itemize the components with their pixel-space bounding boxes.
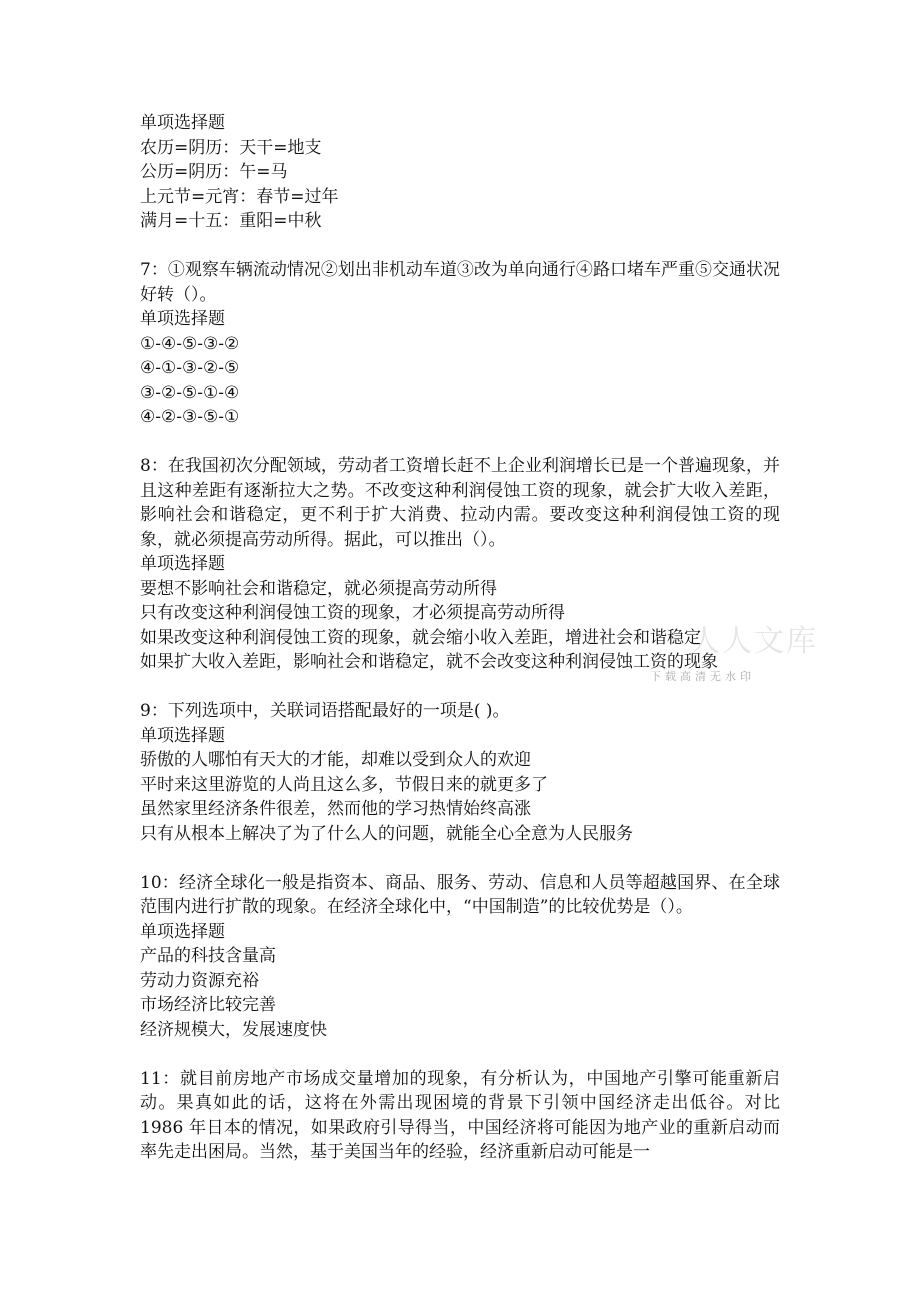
question-type: 单项选择题 <box>140 921 225 942</box>
option: 产品的科技含量高 <box>140 946 276 966</box>
option: 要想不影响社会和谐稳定，就必须提高劳动所得 <box>140 578 497 599</box>
option: 平时来这里游览的人尚且这么多，节假日来的就更多了 <box>140 774 548 795</box>
question-stem: 10：经济全球化一般是指资本、商品、服务、劳动、信息和人员等超越国界、在全球范围内进行扩散的现象。在经济全球化中，“中国制造”的比较优势是（）。 <box>140 872 780 917</box>
question-stem: 9：下列选项中，关联词语搭配最好的一项是( )。 <box>140 701 510 721</box>
option: 满月=十五：重阳=中秋 <box>140 211 322 231</box>
option: 只有从根本上解决了为了什么人的问题，就能全心全意为人民服务 <box>140 823 633 844</box>
question-9 <box>140 699 780 846</box>
watermark-tagline: 下载高清无水印 <box>650 670 755 683</box>
option: 公历=阴历：午=马 <box>140 162 288 182</box>
option: 上元节=元宵：春节=过年 <box>140 186 339 207</box>
document-page <box>140 111 780 1165</box>
option: ④-①-③-②-⑤ <box>140 358 240 378</box>
option: 农历=阴历：天干=地支 <box>140 137 322 158</box>
option: 虽然家里经济条件很差，然而他的学习热情始终高涨 <box>140 799 531 819</box>
question-type: 单项选择题 <box>140 554 225 574</box>
watermark-logo: 人人文库 <box>690 624 818 659</box>
question-stem: 11：就目前房地产市场成交量增加的现象，有分析认为，中国地产引擎可能重新启动。果真如此的话，这将在外需出现困境的背景下引领中国经济走出低谷。对比 1986 年日本的情况，如果政府引导得当，中国经济将可能因为地产业的重新启动而率先走出困局。当然，基于美国当年的经验，经济重新启动可能是一 <box>140 1068 780 1162</box>
option: 劳动力资源充裕 <box>140 970 259 991</box>
question-8 <box>140 454 780 675</box>
question-type: 单项选择题 <box>140 725 225 746</box>
option: 市场经济比较完善 <box>140 995 276 1015</box>
option: 只有改变这种利润侵蚀工资的现象，才必须提高劳动所得 <box>140 603 565 623</box>
option: ④-②-③-⑤-① <box>140 407 240 427</box>
option: 如果扩大收入差距，影响社会和谐稳定，就不会改变这种利润侵蚀工资的现象 <box>140 652 718 672</box>
question-11 <box>140 1067 780 1165</box>
question-7 <box>140 258 780 430</box>
question-type: 单项选择题 <box>140 309 225 329</box>
question-stem: 8：在我国初次分配领域，劳动者工资增长赶不上企业利润增长已是一个普遍现象，并且这种差距有逐渐拉大之势。不改变这种利润侵蚀工资的现象，就会扩大收入差距，影响社会和谐稳定，更不利于扩大消费、拉动内需。要改变这种利润侵蚀工资的现象，就必须提高劳动所得。据此，可以推出（）。 <box>140 456 780 550</box>
option: ①-④-⑤-③-② <box>140 333 240 354</box>
question-type: 单项选择题 <box>140 113 225 133</box>
option: ③-②-⑤-①-④ <box>140 382 240 403</box>
question-stem: 7：①观察车辆流动情况②划出非机动车道③改为单向通行④路口堵车严重⑤交通状况好转（）。 <box>140 260 780 305</box>
option: 骄傲的人哪怕有天大的才能，却难以受到众人的欢迎 <box>140 750 531 770</box>
option: 经济规模大，发展速度快 <box>140 1019 327 1040</box>
option: 如果改变这种利润侵蚀工资的现象，就会缩小收入差距，增进社会和谐稳定 <box>140 627 701 648</box>
question-10 <box>140 871 780 1043</box>
question-6-tail <box>140 111 780 234</box>
